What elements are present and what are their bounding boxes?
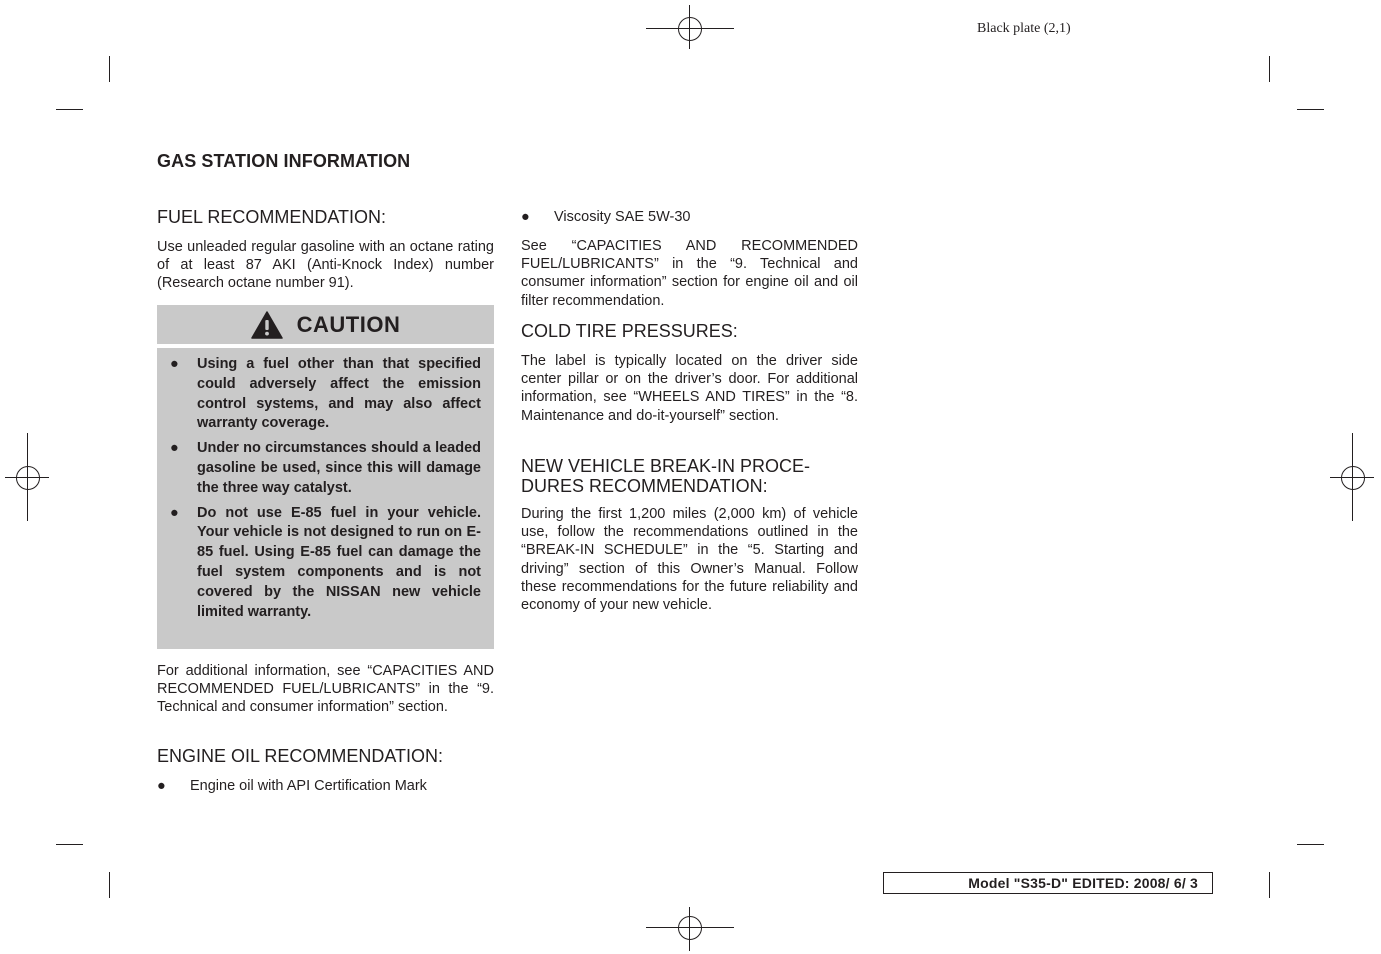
engine-oil-bullet-text: Engine oil with API Certification Mark [190,778,427,794]
viscosity-bullet [521,208,690,226]
warning-triangle-icon [251,311,283,339]
bullet-icon: ● [170,356,179,372]
engine-oil-heading: ENGINE OIL RECOMMENDATION: [157,746,444,766]
cold-tire-text: The label is typically located on the driver side center pillar or on the driver’s door. For additional information, see “WHEELS AND TIRES” in the “8. Maintenance and do-it-yourself” section. [521,353,858,424]
plate-label: Black plate (2,1) [977,21,1071,36]
additional-info-text: For additional information, see “CAPACITIES AND RECOMMENDED FUEL/LUBRICANTS” in the “9. Technical and consumer information” section. [157,663,494,716]
caution-header [157,305,494,344]
see-capacities-text: See “CAPACITIES AND RECOMMENDED FUEL/LUBRICANTS” in the “9. Technical and consumer information” section for engine oil and oil filter recommendation. [521,238,858,309]
crop-mark [56,844,83,845]
crop-mark [56,109,83,110]
viscosity-bullet-text: Viscosity SAE 5W-30 [554,209,691,225]
caution-item [169,439,481,498]
caution-label: CAUTION [296,311,401,337]
bullet-icon: ● [170,440,179,457]
section-title: GAS STATION INFORMATION [157,151,411,171]
model-edited-footer [883,872,1213,894]
bullet-icon: ● [170,504,179,521]
caution-item [169,355,481,434]
engine-oil-bullet [157,777,427,795]
fuel-heading: FUEL RECOMMENDATION: [157,207,387,227]
crop-mark [1297,109,1324,110]
break-in-heading [521,456,810,496]
break-in-heading-line: DURES RECOMMENDATION: [521,476,768,496]
crop-mark [1269,872,1270,898]
caution-item-text: Using a fuel other than that specified could adversely affect the emission control systems, and may also affect warranty coverage. [197,356,481,432]
bullet-icon: ● [157,778,166,794]
fuel-text: Use unleaded regular gasoline with an octane rating of at least 87 AKI (Anti-Knock Index) number (Research octane number 91). [157,239,494,292]
model-edited-text: Model "S35-D" EDITED: 2008/ 6/ 3 [968,875,1198,891]
crop-mark [1269,56,1270,82]
cold-tire-heading: COLD TIRE PRESSURES: [521,321,738,341]
crop-mark [109,872,110,898]
break-in-text: During the first 1,200 miles (2,000 km) of vehicle use, follow the recommendations outlined in the “BREAK-IN SCHEDULE” in the “5. Starting and driving” section of this Owner’s Manual. Follow these recommendations for the future reliability and economy of your new vehicle. [521,506,858,614]
break-in-heading-line: NEW VEHICLE BREAK-IN PROCE- [521,456,811,476]
caution-list [169,355,481,622]
caution-item [169,504,481,623]
crop-mark [1297,844,1324,845]
caution-item-text: Do not use E-85 fuel in your vehicle. Your vehicle is not designed to run on E-85 fuel. Using E-85 fuel can damage the fuel system components and is not covered by the NISSAN new vehicle limited warranty. [197,504,481,620]
caution-item-text: Under no circumstances should a leaded gasoline be used, since this will damage the three way catalyst. [197,440,481,496]
bullet-icon: ● [521,209,530,225]
crop-mark [109,56,110,82]
caution-box [157,348,494,649]
